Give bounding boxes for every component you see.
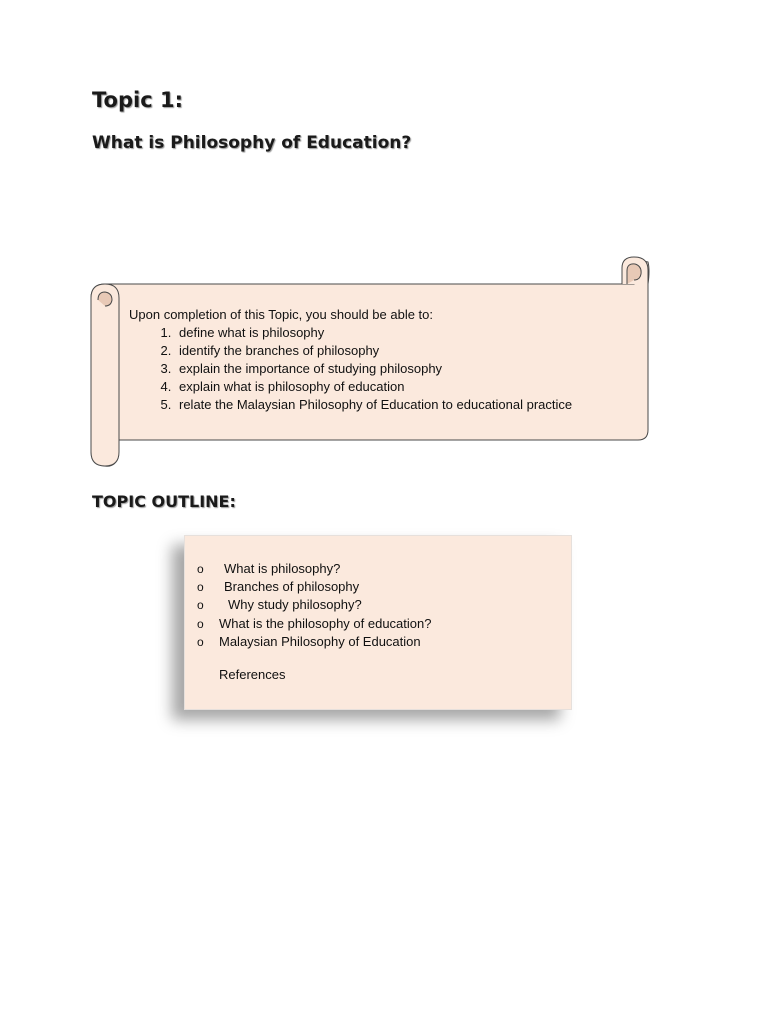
outline-item xyxy=(197,560,431,578)
circle-bullet-icon: o xyxy=(197,616,204,631)
objectives-intro: Upon completion of this Topic, you should be able to: xyxy=(129,307,434,322)
objective-item: 1. define what is philosophy xyxy=(175,324,629,342)
circle-bullet-icon: o xyxy=(197,598,204,613)
objective-item: 3. explain the importance of studying philosophy xyxy=(175,360,629,378)
outline-item-label: What is philosophy? xyxy=(224,561,341,576)
outline-item-label: Malaysian Philosophy of Education xyxy=(219,633,421,649)
topic-outline-list xyxy=(197,560,431,651)
outline-item-label: What is the philosophy of education? xyxy=(219,615,432,631)
circle-bullet-icon: o xyxy=(197,580,204,595)
learning-objectives xyxy=(129,306,629,414)
outline-item xyxy=(197,578,431,596)
circle-bullet-icon: o xyxy=(197,562,204,576)
objective-item: 5. relate the Malaysian Philosophy of Education to educational practice xyxy=(175,396,629,414)
objective-item: 2. identify the branches of philosophy xyxy=(175,342,629,360)
topic-outline-box xyxy=(184,535,572,710)
objective-item: 4. explain what is philosophy of education xyxy=(175,378,629,396)
outline-item-label: Why study philosophy? xyxy=(228,597,362,613)
topic-title: What is Philosophy of Education? xyxy=(92,133,412,153)
outline-item xyxy=(197,596,431,614)
outline-item xyxy=(197,615,431,633)
topic-outline-heading: TOPIC OUTLINE: xyxy=(92,492,236,511)
circle-bullet-icon: o xyxy=(197,634,204,649)
outline-item-label: Branches of philosophy xyxy=(224,579,360,595)
references-label: References xyxy=(219,667,286,682)
scroll-roll-left xyxy=(91,284,119,466)
outline-item xyxy=(197,633,431,651)
topic-heading: Topic 1: xyxy=(92,88,183,112)
objectives-list xyxy=(129,324,629,414)
